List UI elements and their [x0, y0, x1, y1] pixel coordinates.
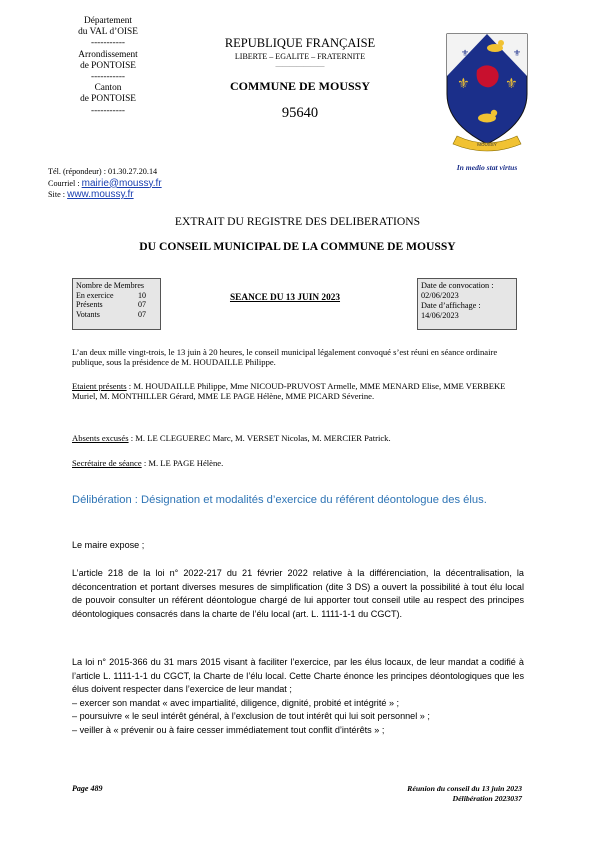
secretary-paragraph: [72, 458, 522, 468]
paragraph-loi-2015: [72, 656, 524, 738]
council-title: DU CONSEIL MUNICIPAL DE LA COMMUNE DE MOUSSY: [139, 240, 456, 253]
website-link[interactable]: www.moussy.fr: [67, 189, 134, 200]
members-row-value: 10: [138, 290, 146, 300]
secretary-text: : M. LE PAGE Hélène.: [141, 458, 224, 468]
svg-text:⚜: ⚜: [461, 49, 470, 59]
members-row-label: En exercice: [76, 290, 114, 300]
paragraph-article-218: L’article 218 de la loi n° 2022-217 du 21 février 2022 relative à la différenciation, la décentralisation, la déconcentration et portant diverses mesures de simplification (dite 3 DS) a ouvert la possibilité à tout élu local de pouvoir consulter un référent déontologue chargé de lui apporter tout conseil utile au respect des principes déontologiques consacrés dans la charte de l’élu local (art. L. 1111-1-1 du CGCT).: [72, 568, 524, 619]
svg-text:⚜: ⚜: [457, 76, 470, 92]
expose-line: Le maire expose ;: [72, 540, 145, 550]
absents-paragraph: [72, 433, 522, 443]
members-row: [76, 291, 157, 301]
bullet-item: – exercer son mandat « avec impartialité, diligence, dignité, probité et intégrité » ;: [72, 697, 400, 708]
intro-paragraph: L’an deux mille vingt-trois, le 13 juin à 20 heures, le conseil municipal légalement convoqué s’est réuni en séance ordinaire publique, sous la présidence de M. HOUDAILLE Philippe.: [72, 347, 498, 368]
dept-line2: du VAL d’OISE: [78, 27, 138, 38]
affichage-date: 14/06/2023: [421, 311, 459, 320]
bullet-item: – veiller à « prévenir ou à faire cesser immédiatement tout conflit d’intérêts » ;: [72, 724, 385, 735]
paragraph-loi-2015-text: La loi n° 2015-366 du 31 mars 2015 visant à faciliter l’exercice, par les élus locaux, de leur mandat a codifié à l’article L. 1111-1-1 du CGCT, la Charte de l’élu local. Cette Charte énonce les principes déontologiques que les élus doivent respecter dans l’exercice de leur mandat ;: [72, 657, 524, 695]
presents-text: : M. HOUDAILLE Philippe, Mme NICOUD-PRUVOST Armelle, MME MENARD Elise, MME VERBEKE Muriel, M. MONTHILLER Gérard, MME LE PAGE Hélène, MME PICARD Séverine.: [72, 381, 506, 402]
members-row: [76, 300, 157, 310]
members-box: [72, 278, 161, 330]
bullet-item: – poursuivre « le seul intérêt général, à l’exclusion de tout intérêt qui lui soit personnel » ;: [72, 711, 430, 722]
dates-box: [417, 278, 517, 330]
crest-motto: In medio stat virtus: [456, 163, 518, 172]
coat-of-arms: [437, 28, 537, 158]
crest-svg: [437, 28, 537, 158]
separator: -----------: [90, 105, 126, 116]
email-line: [48, 178, 162, 190]
absents-text: : M. LE CLEGUEREC Marc, M. VERSET Nicolas, M. MERCIER Patrick.: [128, 433, 391, 443]
svg-text:⚜: ⚜: [505, 76, 518, 92]
presents-label: Etaient présents: [72, 381, 127, 391]
extract-title: EXTRAIT DU REGISTRE DES DELIBERATIONS: [174, 215, 421, 228]
members-row-label: Présents: [76, 300, 103, 310]
absents-label: Absents excusés: [72, 433, 129, 443]
presents-paragraph: [72, 381, 522, 402]
arr-line1: Arrondissement: [78, 49, 138, 60]
postal-code: 95640: [281, 105, 319, 121]
members-row-value: 07: [138, 309, 146, 319]
arr-line2: de PONTOISE: [80, 60, 136, 71]
convocation-date: 02/06/2023: [421, 291, 459, 300]
devise: LIBERTE – EGALITE – FRATERNITE: [234, 52, 366, 61]
crest-banner-text: MOUSSY: [477, 142, 497, 147]
members-row: [76, 310, 157, 320]
separator: -----------: [90, 38, 126, 49]
members-row-value: 07: [138, 300, 146, 310]
dept-line1: Département: [83, 16, 132, 26]
republique-title: REPUBLIQUE FRANÇAISE: [224, 36, 376, 50]
divider: ———————: [275, 62, 325, 70]
footer-right: [330, 784, 522, 804]
canton-line2: de PONTOISE: [80, 94, 136, 105]
footer-meeting: Réunion du conseil du 13 juin 2023: [407, 784, 522, 793]
svg-text:⚜: ⚜: [513, 49, 522, 59]
members-heading: Nombre de Membres: [76, 281, 144, 290]
center-header: [190, 36, 410, 121]
email-link[interactable]: mairie@moussy.fr: [81, 177, 162, 189]
convocation-label: Date de convocation :: [421, 281, 494, 290]
members-row-label: Votants: [76, 309, 100, 319]
telephone: Tél. (répondeur) : 01.30.27.20.14: [48, 167, 158, 176]
footer-deliberation: Délibération 2023037: [452, 794, 522, 803]
footer-page-number: Page 489: [72, 784, 103, 793]
deliberation-title: Délibération : Désignation et modalités d’exercice du référent déontologue des élus.: [72, 494, 487, 506]
canton-line1: Canton: [94, 83, 122, 94]
commune-title: COMMUNE DE MOUSSY: [230, 79, 370, 93]
contact-block: [48, 166, 162, 201]
affichage-label: Date d’affichage :: [421, 301, 481, 310]
left-header: [48, 16, 168, 117]
website-label: Site :: [48, 190, 68, 199]
secretary-label: Secrétaire de séance: [72, 458, 142, 468]
website-line: [48, 189, 162, 201]
seance-title: SEANCE DU 13 JUIN 2023: [229, 293, 341, 303]
email-label: Courriel :: [48, 178, 82, 188]
separator: -----------: [90, 72, 126, 83]
